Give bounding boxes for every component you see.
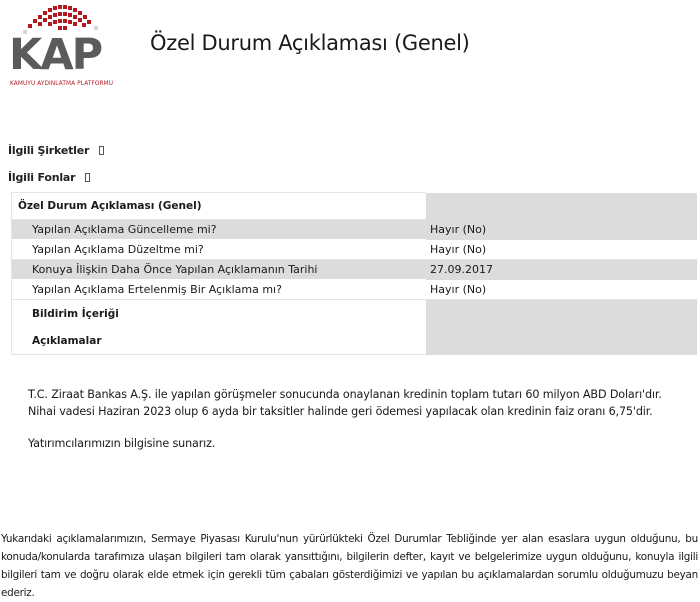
explanation-paragraph: T.C. Ziraat Bankas A.Ş. ile yapılan görüşmeler sonucunda onaylanan kredinin toplam tutarı 60 milyon ABD Doları'dır. Nihai vadesi Haziran 2023 olup 6 ayda bir taksitler halinde geri ödemesi yapılacak olan kredinin faiz oranı 6,75'dir. [28, 388, 662, 418]
disclosure-table [11, 192, 697, 355]
row-label: Yapılan Açıklama Güncelleme mi? [12, 220, 427, 240]
section-title-filler [426, 193, 697, 220]
related-companies-label: İlgili Şirketler [8, 144, 90, 157]
logo-text: KAP [9, 30, 102, 80]
row-value: Hayır (No) [426, 220, 697, 240]
explanations-heading: Açıklamalar [12, 328, 427, 355]
table-row [12, 260, 698, 280]
expand-icon [85, 173, 90, 182]
section-title: Özel Durum Açıklaması (Genel) [12, 193, 427, 220]
page-title: Özel Durum Açıklaması (Genel) [150, 31, 470, 55]
responsibility-statement: Yukarıdaki açıklamalarımızın, Sermaye Piyasası Kurulu'nun yürürlükteki Özel Durumlar Tebliğinde yer alan esaslara uygun olduğunu, bu konuda/konularda tarafımıza ulaşan bilgileri tam olarak yansıttığını, bilgilerin defter, kayıt ve belgelerimize uygun olduğunu, konuyla ilgili bilgileri tam ve doğru olarak elde etmek için gerekli tüm çabaları gösterdiğimizi ve yapılan bu açıklamalardan sorumlu olduğumuzu beyan ederiz. [1, 533, 698, 599]
row-label: Konuya İlişkin Daha Önce Yapılan Açıklamanın Tarihi [12, 260, 427, 280]
related-funds-toggle[interactable] [8, 171, 90, 184]
row-label: Yapılan Açıklama Ertelenmiş Bir Açıklama mı? [12, 280, 427, 300]
table-row [12, 240, 698, 260]
content-heading: Bildirim İçeriği [12, 300, 427, 329]
row-value: Hayır (No) [426, 280, 697, 300]
table-row [12, 220, 698, 240]
closing-paragraph: Yatırımcılarımızın bilgisine sunarız. [28, 437, 216, 450]
content-filler [426, 300, 697, 355]
related-funds-label: İlgili Fonlar [8, 171, 76, 184]
table-row [12, 280, 698, 300]
kap-logo[interactable] [6, 2, 124, 90]
row-value: Hayır (No) [426, 240, 697, 260]
logo-tagline: KAMUYU AYDINLATMA PLATFORMU [10, 81, 114, 87]
expand-icon [99, 146, 104, 155]
related-companies-toggle[interactable] [8, 144, 104, 157]
row-label: Yapılan Açıklama Düzeltme mi? [12, 240, 427, 260]
row-value: 27.09.2017 [426, 260, 697, 280]
page-header [0, 0, 700, 100]
